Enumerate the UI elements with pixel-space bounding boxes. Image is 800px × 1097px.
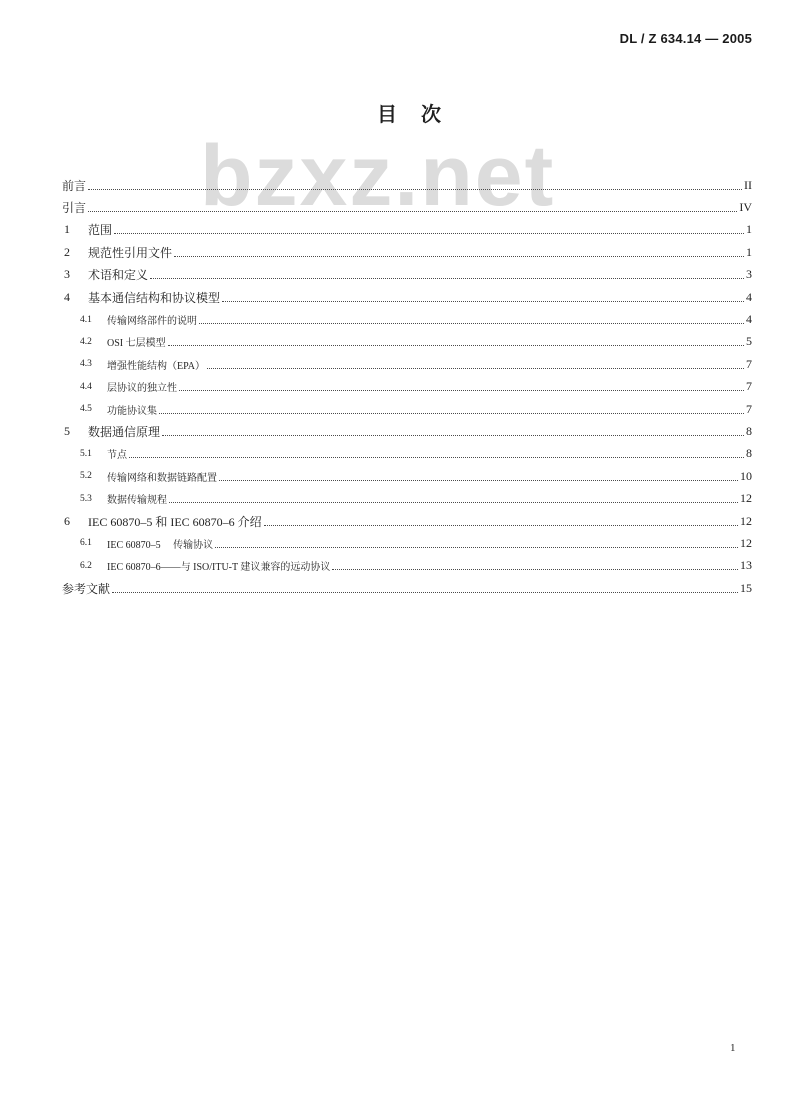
toc-leader <box>174 256 744 257</box>
toc-entry-title: 范围 <box>88 223 113 238</box>
toc-entry-number: 3 <box>64 267 70 282</box>
toc-entry-page: 10 <box>740 468 752 483</box>
toc-subentry <box>60 353 752 375</box>
toc-entry-page: IV <box>739 200 752 215</box>
toc-entry-title: 功能协议集 <box>107 405 157 417</box>
toc-entry <box>60 420 752 442</box>
toc-leader <box>219 480 738 481</box>
toc-leader <box>222 301 744 302</box>
toc-leader <box>179 390 744 391</box>
toc-entry-number: 5.3 <box>80 493 92 504</box>
toc-entry-title: 引言 <box>62 201 87 216</box>
toc-leader <box>207 368 744 369</box>
toc-entry-page: 12 <box>740 513 752 528</box>
toc-entry-page: 7 <box>746 401 752 416</box>
toc-entry-number: 5.1 <box>80 448 92 459</box>
toc-entry-page: 8 <box>746 446 752 461</box>
toc-entry-page: 12 <box>740 491 752 506</box>
toc-entry-page: 8 <box>746 423 752 438</box>
toc-entry-number: 5.2 <box>80 471 92 482</box>
toc-entry-number: 4.2 <box>80 336 92 347</box>
page-number: 1 <box>730 1042 736 1054</box>
toc-entry-page: 3 <box>746 267 752 282</box>
toc-subentry <box>60 487 752 509</box>
toc-leader <box>169 502 738 503</box>
toc-entry <box>60 264 752 286</box>
toc-entry-number: 6.1 <box>80 538 92 549</box>
toc-leader <box>332 569 738 570</box>
toc-leader <box>264 525 738 526</box>
toc-entry-page: 1 <box>746 244 752 259</box>
toc-entry-page: 5 <box>746 334 752 349</box>
toc-entry-number: 4 <box>64 289 70 304</box>
toc-entry-page: 7 <box>746 356 752 371</box>
toc-leader <box>159 413 744 414</box>
toc-entry-title: IEC 60870–5 和 IEC 60870–6 介绍 <box>88 514 262 529</box>
toc-leader <box>88 189 742 190</box>
toc-entry-title: 节点 <box>107 450 127 462</box>
toc-entry-title: 术语和定义 <box>88 268 149 283</box>
toc-entry-number: 4.4 <box>80 381 92 392</box>
toc-leader <box>112 592 738 593</box>
toc-entry-page: 7 <box>746 379 752 394</box>
document-code: DL / Z 634.14 — 2005 <box>619 31 752 46</box>
toc-entry-title: IEC 60870–6——与 ISO/ITU-T 建议兼容的远动协议 <box>107 562 331 574</box>
toc-entry-title: 规范性引用文件 <box>88 245 173 260</box>
toc-entry-title: IEC 60870–5 传输协议 <box>107 539 214 551</box>
toc-subentry <box>60 555 752 577</box>
toc-entry-foreword <box>60 174 752 196</box>
toc-entry-page: 13 <box>740 558 752 573</box>
toc-entry-bibliography <box>60 577 752 599</box>
toc-leader <box>114 233 744 234</box>
toc-entry-title: 基本通信结构和协议模型 <box>88 290 221 305</box>
toc-entry-number: 6 <box>64 513 70 528</box>
watermark: bzxz.net <box>200 128 556 224</box>
toc-entry-title: 参考文献 <box>62 581 111 596</box>
toc-subentry <box>60 443 752 465</box>
toc-entry-number: 1 <box>64 222 70 237</box>
toc-entry-page: 4 <box>746 289 752 304</box>
toc-subentry <box>60 398 752 420</box>
toc-entry-title: 前言 <box>62 178 87 193</box>
toc-leader <box>88 211 737 212</box>
toc-entry-number: 4.1 <box>80 314 92 325</box>
toc-entry-page: 15 <box>740 580 752 595</box>
toc-entry-page: II <box>744 177 752 192</box>
toc-subentry <box>60 308 752 330</box>
toc-entry-title: 传输网络部件的说明 <box>107 316 197 328</box>
toc-leader <box>129 457 744 458</box>
toc-entry-title: 层协议的独立性 <box>107 383 177 395</box>
toc-entry-page: 1 <box>746 222 752 237</box>
toc-leader <box>199 323 744 324</box>
page-title: 目 次 <box>377 104 443 126</box>
toc-entry-number: 2 <box>64 244 70 259</box>
toc-entry-page: 12 <box>740 535 752 550</box>
toc-entry-number: 6.2 <box>80 560 92 571</box>
toc-leader <box>215 547 738 548</box>
toc-subentry <box>60 465 752 487</box>
toc-entry <box>60 241 752 263</box>
toc-entry-title: 数据通信原理 <box>88 424 161 439</box>
toc-entry-number: 5 <box>64 423 70 438</box>
toc-entry <box>60 286 752 308</box>
toc-leader <box>162 435 744 436</box>
toc-entry-title: OSI 七层模型 <box>107 338 166 350</box>
toc-entry-page: 4 <box>746 312 752 327</box>
toc-entry-title: 增强性能结构（EPA） <box>107 360 205 372</box>
toc-subentry <box>60 376 752 398</box>
toc-entry <box>60 510 752 532</box>
toc-entry-number: 4.3 <box>80 359 92 370</box>
toc-entry <box>60 219 752 241</box>
toc-subentry <box>60 331 752 353</box>
toc-leader <box>168 345 744 346</box>
toc-subentry <box>60 532 752 554</box>
toc-entry-title: 传输网络和数据链路配置 <box>107 472 217 484</box>
toc-entry-title: 数据传输规程 <box>107 495 167 507</box>
table-of-contents <box>60 174 752 599</box>
toc-entry-number: 4.5 <box>80 404 92 415</box>
toc-leader <box>150 278 744 279</box>
toc-entry-introduction <box>60 196 752 218</box>
